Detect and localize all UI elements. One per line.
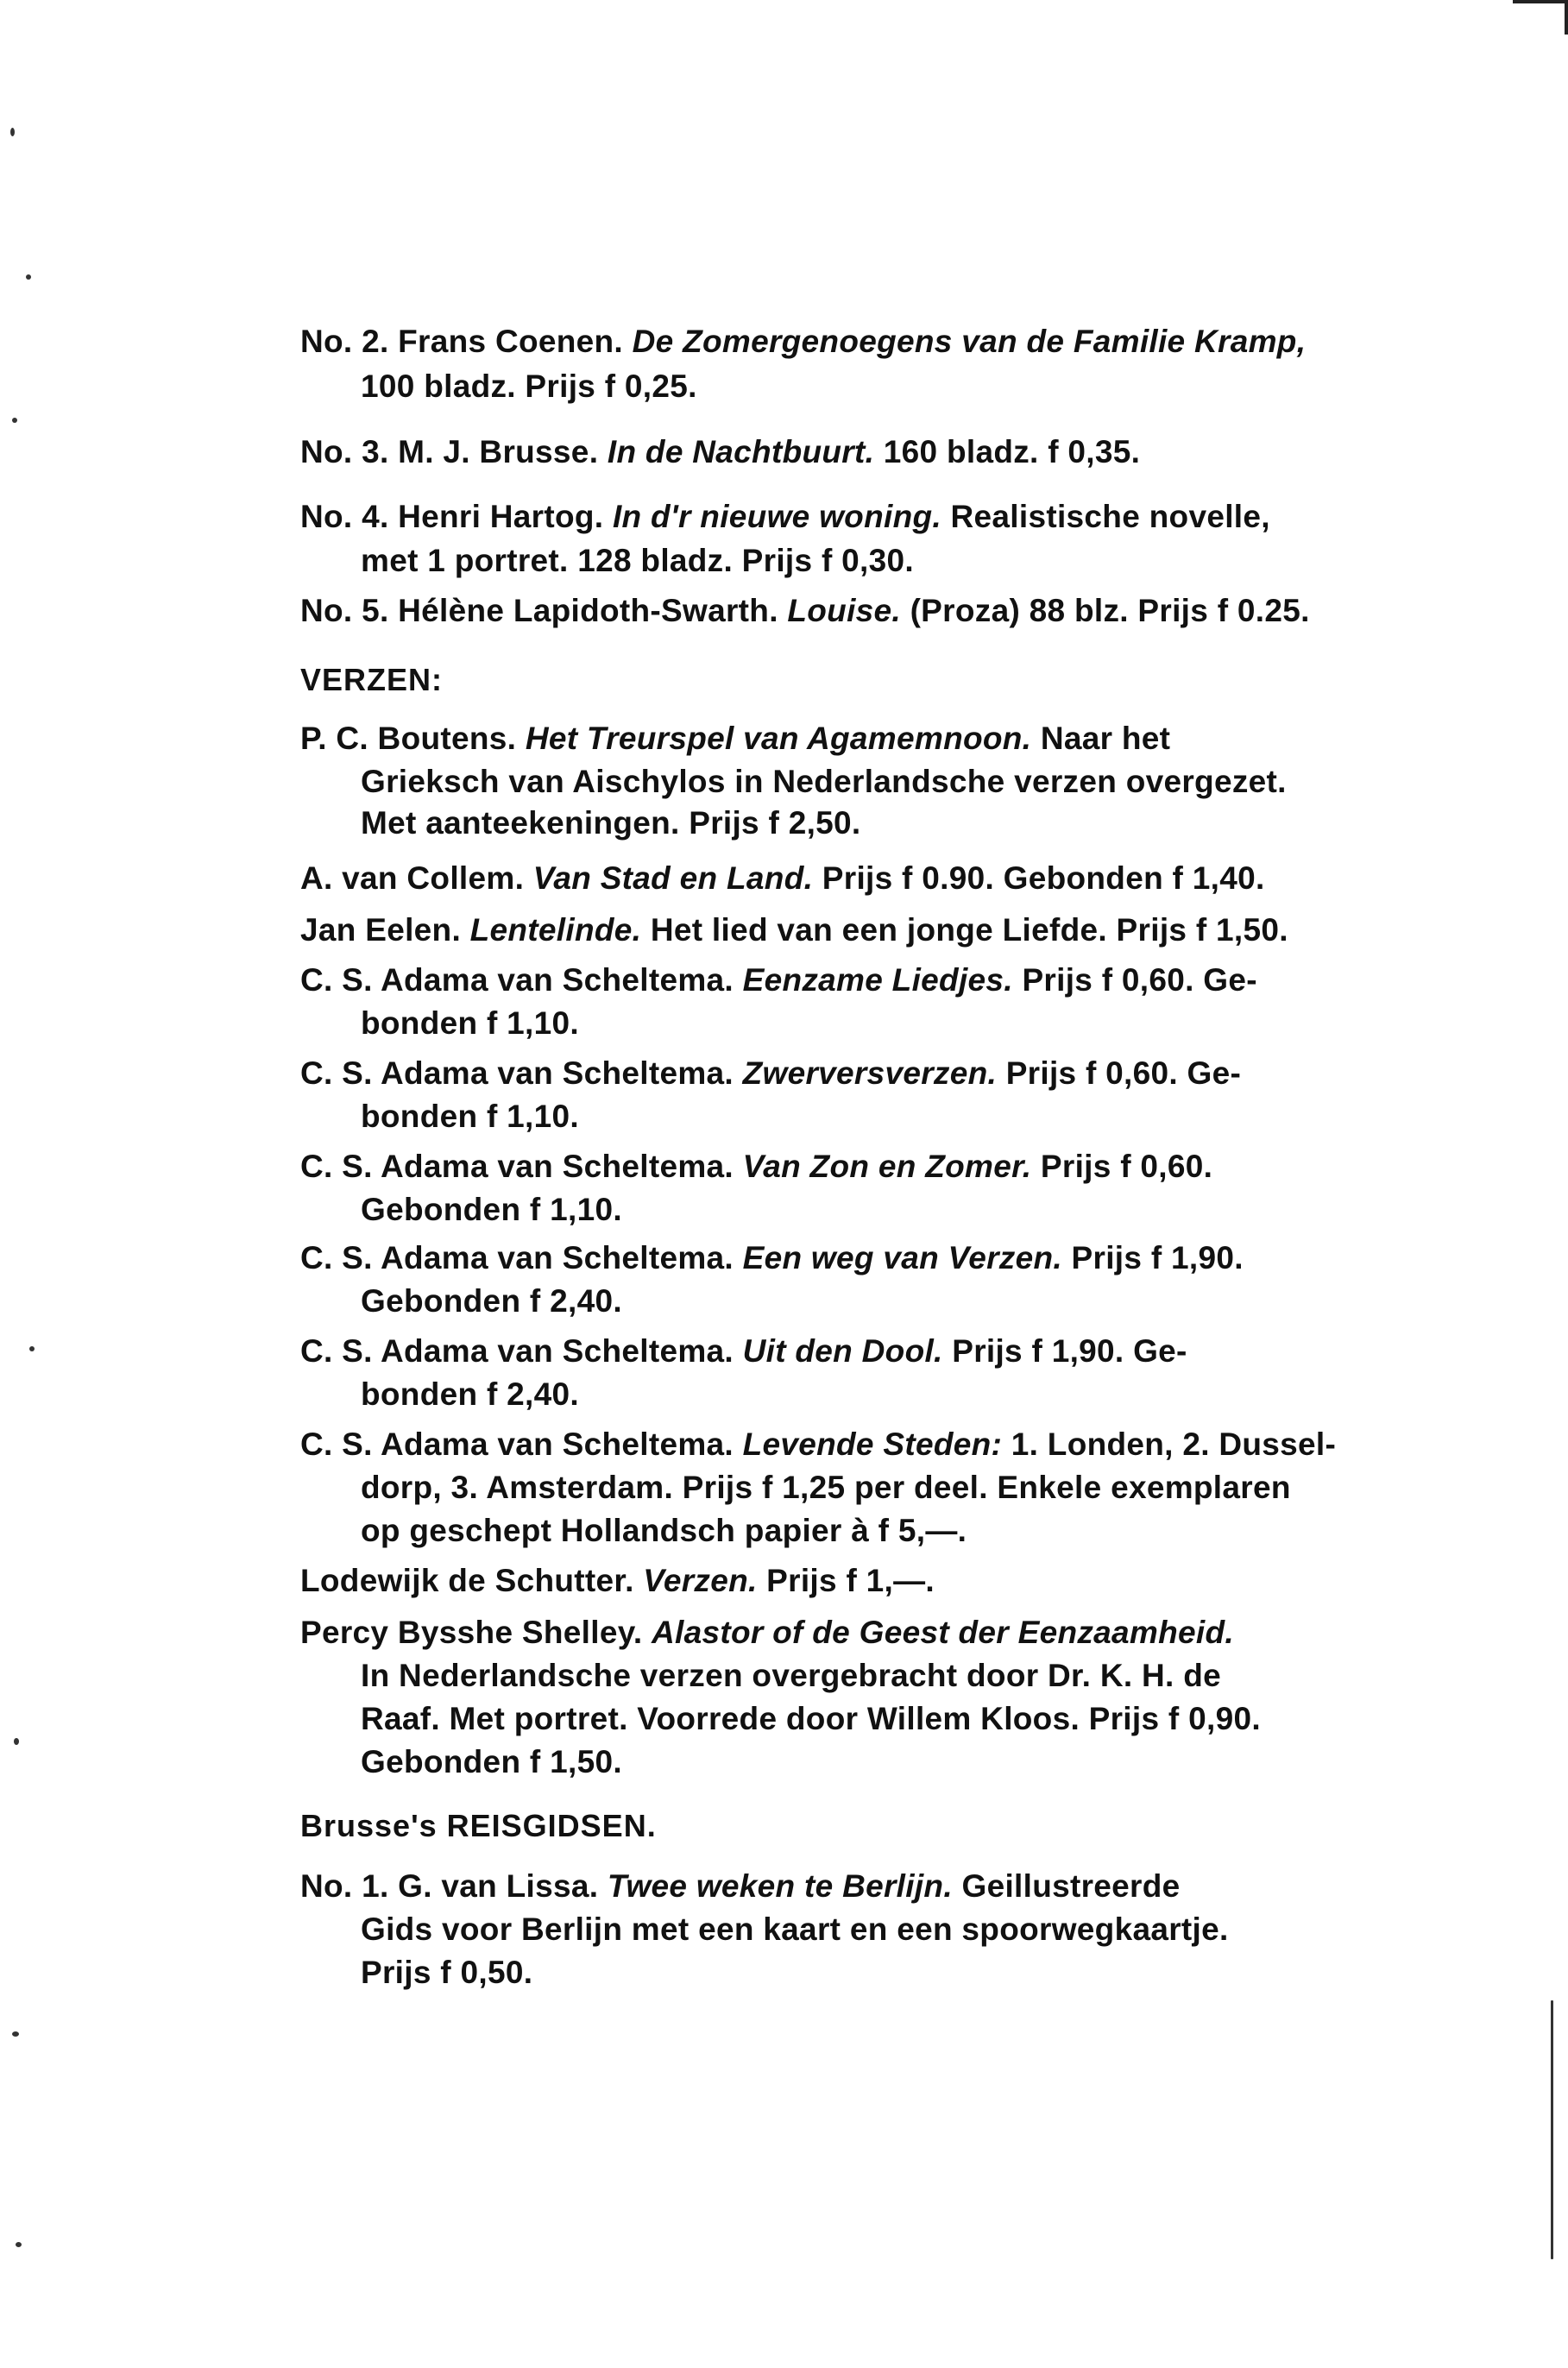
line-text: Grieksch van Aischylos in Nederlandsche verzen overgezet. [361, 764, 1287, 799]
line-text: C. S. Adama van Scheltema. [300, 962, 743, 998]
scan-speck [29, 1346, 35, 1351]
line-text: (Proza) 88 blz. Prijs f 0.25. [900, 593, 1310, 628]
line-text: No. 2. Frans Coenen. [300, 324, 633, 359]
line-text: A. van Collem. [300, 860, 533, 896]
title-text: Een weg van Verzen. [742, 1240, 1062, 1275]
title-text: Verzen. [643, 1563, 758, 1598]
entry-line [300, 319, 1306, 364]
line-text: P. C. Boutens. [300, 721, 526, 756]
line-text: Prijs f 0,60. Ge- [997, 1055, 1242, 1091]
entry-line [300, 1051, 1241, 1096]
title-text: Alastor of de Geest der Eenzaamheid. [652, 1615, 1234, 1650]
title-text: Zwerversverzen. [742, 1055, 998, 1091]
title-text: Het Treurspel van Agamemnoon. [525, 721, 1032, 756]
title-text: De Zomergenoegens van de Familie Kramp, [632, 324, 1307, 359]
line-text: bonden f 2,40. [361, 1376, 579, 1412]
line-text: Prijs f 0.90. Gebonden f 1,40. [813, 860, 1265, 896]
line-text: Gebonden f 2,40. [361, 1283, 622, 1319]
entry-line [300, 716, 1170, 761]
scan-speck [14, 1738, 19, 1745]
title-text: Twee weken te Berlijn. [607, 1868, 953, 1904]
entry-line [361, 1187, 622, 1232]
section-heading-reisgidsen [300, 1804, 657, 1848]
line-text: Het lied van een jonge Liefde. Prijs f 1,50. [641, 912, 1288, 948]
title-text: In de Nachtbuurt. [607, 434, 875, 469]
entry-line [361, 1950, 532, 1995]
line-text: C. S. Adama van Scheltema. [300, 1426, 743, 1462]
line-text: Jan Eelen. [300, 912, 470, 948]
line-text: Gebonden f 1,50. [361, 1744, 622, 1779]
line-text: C. S. Adama van Scheltema. [300, 1055, 743, 1091]
entry-line [361, 1001, 579, 1046]
title-text: Eenzame Liedjes. [742, 962, 1013, 998]
entry-line [300, 1864, 1181, 1909]
scan-speck [26, 274, 31, 280]
section-heading-verzen [300, 658, 443, 702]
entry-line [361, 1508, 967, 1553]
line-text: VERZEN: [300, 662, 444, 697]
entry-line [361, 1653, 1221, 1698]
title-text: Van Stad en Land. [532, 860, 814, 896]
line-text: C. S. Adama van Scheltema. [300, 1333, 743, 1369]
line-text: C. S. Adama van Scheltema. [300, 1240, 743, 1275]
line-text: Met aanteekeningen. Prijs f 2,50. [361, 805, 861, 841]
line-text: Gebonden f 1,10. [361, 1192, 622, 1227]
line-text: No. 4. Henri Hartog. [300, 499, 613, 534]
scan-edge-line [1551, 2000, 1553, 2259]
line-text: No. 3. M. J. Brusse. [300, 434, 608, 469]
line-text: C. S. Adama van Scheltema. [300, 1149, 743, 1184]
title-text: Levende Steden: [742, 1426, 1003, 1462]
line-text: bonden f 1,10. [361, 1005, 579, 1041]
entry-line [361, 801, 861, 846]
line-text: In Nederlandsche verzen overgebracht door Dr. K. H. de [361, 1658, 1221, 1693]
entry-line [300, 430, 1140, 475]
entry-line [361, 1279, 622, 1324]
title-text: Louise. [787, 593, 901, 628]
entry-line [300, 1422, 1336, 1467]
line-text: Naar het [1031, 721, 1171, 756]
title-text: Uit den Dool. [742, 1333, 943, 1369]
entry-line [300, 1144, 1212, 1189]
line-text: met 1 portret. 128 bladz. Prijs f 0,30. [361, 543, 914, 578]
entry-line [361, 759, 1287, 804]
entry-line [361, 1697, 1261, 1741]
entry-line [361, 538, 914, 583]
entry-line [300, 589, 1310, 633]
line-text: Percy Bysshe Shelley. [300, 1615, 652, 1650]
line-text: 100 bladz. Prijs f 0,25. [361, 368, 697, 404]
line-text: Realistische novelle, [941, 499, 1270, 534]
title-text: Lentelinde. [469, 912, 642, 948]
title-text: Van Zon en Zomer. [742, 1149, 1032, 1184]
line-text: dorp, 3. Amsterdam. Prijs f 1,25 per deel. Enkele exemplaren [361, 1470, 1291, 1505]
entry-line [300, 958, 1257, 1003]
line-text: Prijs f 1,90. Ge- [942, 1333, 1187, 1369]
line-text: Prijs f 0,60. [1031, 1149, 1213, 1184]
line-text: bonden f 1,10. [361, 1099, 579, 1134]
line-text: Brusse's REISGIDSEN. [300, 1808, 657, 1843]
scan-speck [10, 128, 15, 136]
entry-line [300, 856, 1265, 901]
entry-line [361, 1740, 622, 1785]
entry-line [300, 494, 1270, 539]
entry-line [361, 1465, 1291, 1510]
title-text: In d'r nieuwe woning. [612, 499, 941, 534]
scan-speck [12, 2031, 19, 2037]
scan-speck [16, 2242, 22, 2247]
corner-mark [1513, 0, 1568, 35]
entry-line [300, 1610, 1234, 1655]
line-text: 160 bladz. f 0,35. [874, 434, 1141, 469]
entry-line [300, 908, 1288, 953]
entry-line [361, 364, 697, 409]
line-text: Prijs f 0,60. Ge- [1012, 962, 1257, 998]
line-text: op geschept Hollandsch papier à f 5,—. [361, 1513, 967, 1548]
line-text: Prijs f 0,50. [361, 1955, 533, 1990]
line-text: No. 5. Hélène Lapidoth-Swarth. [300, 593, 788, 628]
line-text: Prijs f 1,—. [757, 1563, 935, 1598]
line-text: Geillustreerde [952, 1868, 1181, 1904]
entry-line [300, 1329, 1187, 1374]
entry-line [300, 1559, 935, 1603]
entry-line [361, 1907, 1229, 1952]
line-text: Prijs f 1,90. [1061, 1240, 1244, 1275]
line-text: Lodewijk de Schutter. [300, 1563, 644, 1598]
scan-speck [12, 418, 17, 423]
line-text: Raaf. Met portret. Voorrede door Willem Kloos. Prijs f 0,90. [361, 1701, 1261, 1736]
line-text: Gids voor Berlijn met een kaart en een spoorwegkaartje. [361, 1911, 1229, 1947]
line-text: 1. Londen, 2. Dussel- [1002, 1426, 1337, 1462]
entry-line [361, 1372, 579, 1417]
entry-line [300, 1236, 1244, 1281]
line-text: No. 1. G. van Lissa. [300, 1868, 608, 1904]
entry-line [361, 1094, 579, 1139]
